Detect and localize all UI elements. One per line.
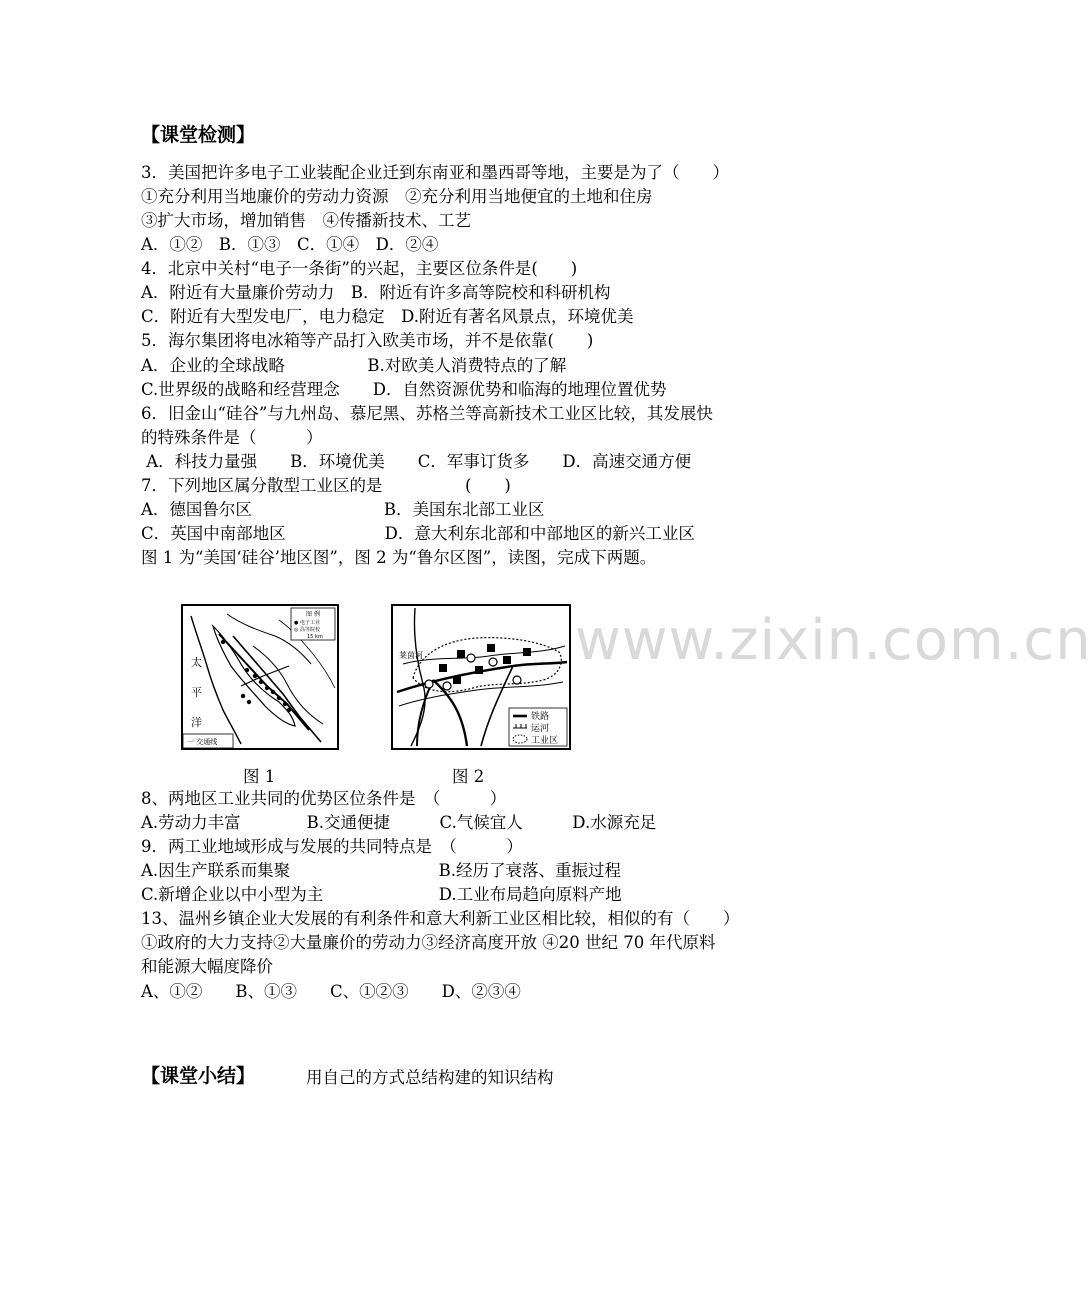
fig1-legend-title: 图 例 xyxy=(306,611,320,618)
q7-options-ab: A．德国鲁尔区 B．美国东北部工业区 xyxy=(141,500,545,519)
summary-text: 用自己的方式总结构建的知识结构 xyxy=(306,1068,554,1087)
fig2-caption: 图 2 xyxy=(452,767,485,786)
q13-statements-1: ①政府的大力支持②大量廉价的劳动力③经济高度开放 ④20 世纪 70 年代原料 xyxy=(141,933,716,952)
q9-stem: 9．两工业地域形成与发展的共同特点是 （ ） xyxy=(141,837,523,856)
fig1-legend-item2: ◎ 高等院校 xyxy=(294,627,320,633)
fig1-ocean-label-3: 洋 xyxy=(191,716,202,729)
q3-statements-2: ③扩大市场，增加销售 ④传播新技术、工艺 xyxy=(141,211,471,230)
q6-options: A．科技力量强 B．环境优美 C．军事订货多 D．高速交通方便 xyxy=(141,452,692,471)
q3-options: A．①② B．①③ C．①④ D．②④ xyxy=(141,235,439,254)
q13-statements-2: 和能源大幅度降价 xyxy=(141,957,273,976)
fig2-legend-industry: 工业区 xyxy=(531,736,559,746)
fig2-river-label: 莱茵河 xyxy=(399,651,423,660)
watermark: www.zixin.com.cn xyxy=(575,608,1092,673)
q4-stem: 4．北京中关村“电子一条街”的兴起，主要区位条件是( ) xyxy=(141,259,578,278)
q3-stem: 3．美国把许多电子工业装配企业迁到东南亚和墨西哥等地，主要是为了（ ） xyxy=(141,163,729,182)
fig2-legend-canal: 运河 xyxy=(531,724,550,734)
silicon-valley-map xyxy=(181,604,339,750)
ruhr-map-drawing xyxy=(393,606,569,748)
section-summary-heading: 【课堂小结】 xyxy=(141,1065,256,1087)
figure-intro: 图 1 为“美国‘硅谷’地区图”，图 2 为“鲁尔区图”，读图，完成下两题。 xyxy=(141,548,657,567)
q13-options: A、①② B、①③ C、①②③ D、②③④ xyxy=(141,982,521,1001)
q4-options-cd: C．附近有大型发电厂，电力稳定 D.附近有著名风景点，环境优美 xyxy=(141,307,634,326)
q9-options-ab: A.因生产联系而集聚 B.经历了衰落、重振过程 xyxy=(141,861,622,880)
fig1-ocean-label-2: 平 xyxy=(191,686,202,699)
q5-options-ab: A．企业的全球战略 B.对欧美人消费特点的了解 xyxy=(141,356,567,375)
fig1-transport-legend: 一 交通线 xyxy=(187,738,218,746)
silicon-valley-map-drawing xyxy=(183,606,337,748)
q7-stem: 7．下列地区属分散型工业区的是 ( ) xyxy=(141,476,511,495)
fig1-legend-item1: ● 电子工业 xyxy=(294,620,320,626)
fig1-ocean-label-1: 太 xyxy=(191,656,202,669)
q7-options-cd: C．英国中南部地区 D．意大利东北部和中部地区的新兴工业区 xyxy=(141,524,695,543)
ruhr-map xyxy=(391,604,571,750)
section-test-heading: 【课堂检测】 xyxy=(141,124,256,146)
q3-statements-1: ①充分利用当地廉价的劳动力资源 ②充分利用当地便宜的土地和住房 xyxy=(141,187,653,206)
q6-stem-1: 6．旧金山“硅谷”与九州岛、慕尼黑、苏格兰等高新技术工业区比较，其发展快 xyxy=(141,404,713,423)
fig1-legend-scale: 15 km xyxy=(307,634,323,640)
q5-stem: 5．海尔集团将电冰箱等产品打入欧美市场，并不是依靠( ) xyxy=(141,331,594,350)
q8-stem: 8、两地区工业共同的优势区位条件是 （ ） xyxy=(141,789,507,808)
q9-options-cd: C.新增企业以中小型为主 D.工业布局趋向原料产地 xyxy=(141,885,622,904)
q13-stem: 13、温州乡镇企业大发展的有利条件和意大利新工业区相比较，相似的有（ ） xyxy=(141,909,740,928)
q4-options-ab: A．附近有大量廉价劳动力 B．附近有许多高等院校和科研机构 xyxy=(141,283,611,302)
q6-stem-2: 的特殊条件是（ ） xyxy=(141,428,323,447)
q5-options-cd: C.世界级的战略和经营理念 D．自然资源优势和临海的地理位置优势 xyxy=(141,380,667,399)
q8-options: A.劳动力丰富 B.交通便捷 C.气候宜人 D.水源充足 xyxy=(141,813,657,832)
fig2-legend-rail: 铁路 xyxy=(531,712,550,722)
fig1-caption: 图 1 xyxy=(243,767,276,786)
